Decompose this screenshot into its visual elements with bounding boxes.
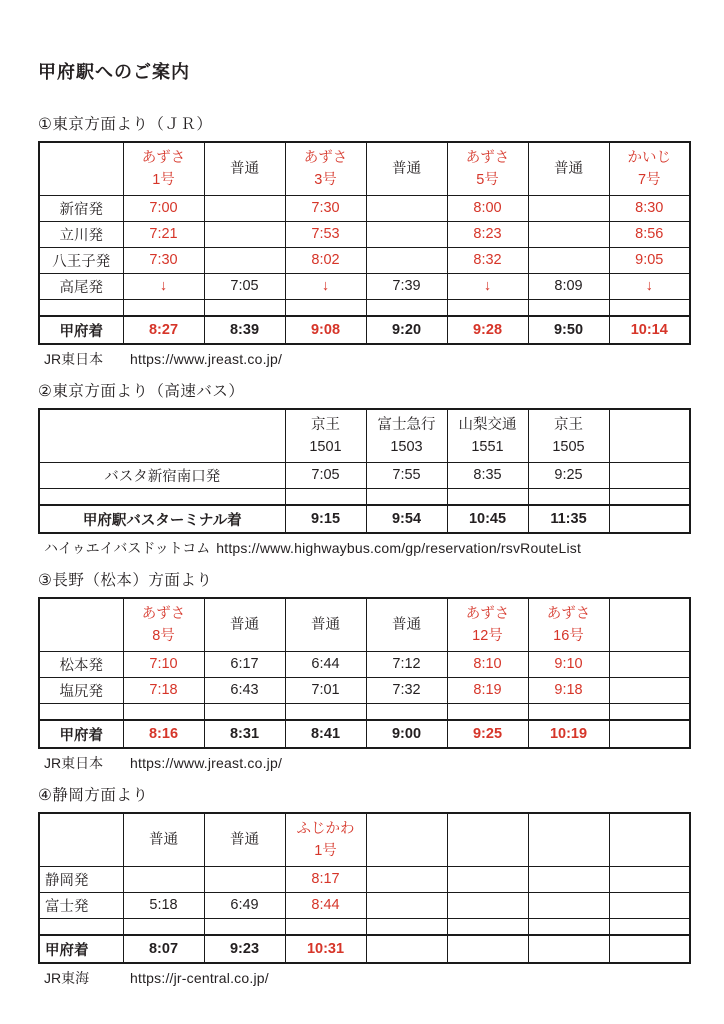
column-header xyxy=(447,409,528,462)
cell xyxy=(528,935,609,963)
cell: 8:31 xyxy=(204,720,285,748)
column-header xyxy=(366,598,447,651)
column-header-line: 1503 xyxy=(390,438,423,455)
cell: 8:30 xyxy=(609,195,690,221)
header-row xyxy=(39,142,690,195)
cell: 10:19 xyxy=(528,720,609,748)
cell: 7:05 xyxy=(285,462,366,488)
cell: 8:00 xyxy=(447,195,528,221)
row-label: 松本発 xyxy=(39,651,123,677)
column-header-line: 12号 xyxy=(472,627,503,644)
table-head xyxy=(39,813,690,866)
cell: 10:31 xyxy=(285,935,366,963)
cell: 6:17 xyxy=(204,651,285,677)
row-label: 塩尻発 xyxy=(39,677,123,703)
column-header-line: 5号 xyxy=(476,171,499,188)
cell xyxy=(528,195,609,221)
corner-cell xyxy=(39,813,123,866)
column-header xyxy=(285,598,366,651)
empty-cell xyxy=(39,488,285,505)
cell: 8:17 xyxy=(285,866,366,892)
cell: 8:07 xyxy=(123,935,204,963)
cell: 8:35 xyxy=(447,462,528,488)
empty-cell xyxy=(366,488,447,505)
spacer-row xyxy=(39,918,690,935)
cell xyxy=(204,221,285,247)
empty-cell xyxy=(285,918,366,935)
cell xyxy=(609,462,690,488)
spacer-row xyxy=(39,703,690,720)
column-header-line: あずさ xyxy=(303,149,348,166)
section-4 xyxy=(38,783,694,988)
column-header xyxy=(609,813,690,866)
cell: 9:25 xyxy=(447,720,528,748)
table-row xyxy=(39,221,690,247)
empty-cell xyxy=(39,703,123,720)
timetable-3 xyxy=(38,597,691,749)
table-head xyxy=(39,598,690,651)
table-row xyxy=(39,273,690,299)
cell: ↓ xyxy=(609,273,690,299)
cell: 7:39 xyxy=(366,273,447,299)
row-label: 静岡発 xyxy=(39,866,123,892)
column-header-line: 普通 xyxy=(311,616,340,633)
cell xyxy=(528,247,609,273)
empty-cell xyxy=(39,299,123,316)
column-header xyxy=(204,598,285,651)
cell: 7:21 xyxy=(123,221,204,247)
header-row xyxy=(39,598,690,651)
column-header xyxy=(366,142,447,195)
cell: 8:23 xyxy=(447,221,528,247)
corner-cell xyxy=(39,142,123,195)
table-row xyxy=(39,462,690,488)
column-header xyxy=(609,409,690,462)
column-header xyxy=(528,142,609,195)
column-header-line: 富士急行 xyxy=(377,416,436,433)
column-header xyxy=(447,142,528,195)
column-header xyxy=(123,598,204,651)
source-name: ハイゥエイバスドットコム xyxy=(44,540,211,556)
column-header-line: 普通 xyxy=(392,160,421,177)
cell xyxy=(528,892,609,918)
cell: 6:43 xyxy=(204,677,285,703)
cell: 7:55 xyxy=(366,462,447,488)
cell xyxy=(366,221,447,247)
column-header-line: 1号 xyxy=(152,171,175,188)
header-row xyxy=(39,409,690,462)
arrival-row xyxy=(39,720,690,748)
column-header-line: あずさ xyxy=(465,149,510,166)
row-label: 甲府駅バスターミナル着 xyxy=(39,505,285,533)
cell xyxy=(609,505,690,533)
cell: 9:50 xyxy=(528,316,609,344)
cell: 7:10 xyxy=(123,651,204,677)
column-header xyxy=(447,598,528,651)
cell: 9:25 xyxy=(528,462,609,488)
empty-cell xyxy=(447,703,528,720)
table-body xyxy=(39,195,690,344)
cell: 9:00 xyxy=(366,720,447,748)
corner-cell xyxy=(39,598,123,651)
column-header-line: 1501 xyxy=(309,438,342,455)
timetable-2 xyxy=(38,408,691,534)
cell xyxy=(366,247,447,273)
empty-cell xyxy=(366,918,447,935)
cell: 7:32 xyxy=(366,677,447,703)
cell: 9:54 xyxy=(366,505,447,533)
source-name: JR東日本 xyxy=(44,351,104,367)
arrival-row xyxy=(39,935,690,963)
column-header-line: 8号 xyxy=(152,627,175,644)
cell xyxy=(366,935,447,963)
cell: 8:02 xyxy=(285,247,366,273)
section-2 xyxy=(38,379,694,558)
cell xyxy=(447,935,528,963)
column-header-line: 普通 xyxy=(230,160,259,177)
empty-cell xyxy=(39,918,123,935)
table-body xyxy=(39,462,690,533)
cell: 7:30 xyxy=(285,195,366,221)
section-1 xyxy=(38,112,694,369)
cell xyxy=(204,866,285,892)
column-header-line: あずさ xyxy=(546,605,591,622)
source-url: https://www.jreast.co.jp/ xyxy=(130,351,283,367)
column-header xyxy=(285,142,366,195)
column-header-line: 1505 xyxy=(552,438,585,455)
cell: 7:12 xyxy=(366,651,447,677)
cell xyxy=(366,195,447,221)
column-header-line: 普通 xyxy=(392,616,421,633)
row-label: 甲府着 xyxy=(39,316,123,344)
column-header xyxy=(285,813,366,866)
spacer-row xyxy=(39,299,690,316)
cell: 10:14 xyxy=(609,316,690,344)
section-heading: ①東京方面より（ＪＲ） xyxy=(38,116,213,133)
cell xyxy=(447,892,528,918)
column-header xyxy=(528,813,609,866)
table-row xyxy=(39,677,690,703)
cell xyxy=(447,866,528,892)
cell: 9:08 xyxy=(285,316,366,344)
cell: 9:28 xyxy=(447,316,528,344)
column-header xyxy=(366,813,447,866)
cell: 7:53 xyxy=(285,221,366,247)
cell: 8:41 xyxy=(285,720,366,748)
cell: 7:18 xyxy=(123,677,204,703)
empty-cell xyxy=(528,299,609,316)
cell xyxy=(204,195,285,221)
empty-cell xyxy=(204,918,285,935)
cell xyxy=(609,935,690,963)
row-label: 八王子発 xyxy=(39,247,123,273)
cell: 8:32 xyxy=(447,247,528,273)
empty-cell xyxy=(528,918,609,935)
empty-cell xyxy=(528,703,609,720)
column-header-line: ふじかわ xyxy=(296,820,355,837)
table-row xyxy=(39,866,690,892)
column-header-line: 京王 xyxy=(311,416,340,433)
cell: 9:15 xyxy=(285,505,366,533)
empty-cell xyxy=(609,703,690,720)
sections-container xyxy=(38,112,694,988)
table-footer xyxy=(38,538,694,558)
empty-cell xyxy=(366,299,447,316)
empty-cell xyxy=(285,488,366,505)
column-header xyxy=(204,142,285,195)
column-header-line: 7号 xyxy=(637,171,661,188)
page-title: 甲府駅へのご案内 xyxy=(38,62,190,82)
column-header xyxy=(447,813,528,866)
empty-cell xyxy=(528,488,609,505)
header-row xyxy=(39,813,690,866)
column-header-line: かいじ xyxy=(627,149,671,166)
cell: 7:01 xyxy=(285,677,366,703)
column-header-line: 山梨交通 xyxy=(458,416,517,433)
source-name: JR東日本 xyxy=(44,755,104,771)
corner-cell xyxy=(39,409,285,462)
column-header xyxy=(204,813,285,866)
cell: 9:20 xyxy=(366,316,447,344)
cell: 8:16 xyxy=(123,720,204,748)
cell xyxy=(609,892,690,918)
cell xyxy=(366,892,447,918)
column-header-line: 1551 xyxy=(471,438,504,455)
cell: 8:19 xyxy=(447,677,528,703)
table-footer xyxy=(38,968,694,988)
column-header-line: 1号 xyxy=(314,842,337,859)
empty-cell xyxy=(285,703,366,720)
cell xyxy=(609,651,690,677)
column-header-line: あずさ xyxy=(141,605,186,622)
cell: 8:09 xyxy=(528,273,609,299)
row-label: 新宿発 xyxy=(39,195,123,221)
empty-cell xyxy=(123,918,204,935)
table-head xyxy=(39,142,690,195)
column-header xyxy=(366,409,447,462)
column-header xyxy=(528,409,609,462)
column-header-line: 普通 xyxy=(230,831,259,848)
timetable-4 xyxy=(38,812,691,964)
column-header xyxy=(123,813,204,866)
cell xyxy=(609,677,690,703)
table-row xyxy=(39,247,690,273)
source-url: https://www.highwaybus.com/gp/reservation/rsvRouteList xyxy=(216,540,582,556)
arrival-row xyxy=(39,316,690,344)
empty-cell xyxy=(123,299,204,316)
row-label: バスタ新宿南口発 xyxy=(39,462,285,488)
table-body xyxy=(39,866,690,963)
table-head xyxy=(39,409,690,462)
cell: ↓ xyxy=(123,273,204,299)
empty-cell xyxy=(447,299,528,316)
column-header xyxy=(285,409,366,462)
row-label: 富士発 xyxy=(39,892,123,918)
cell: 6:44 xyxy=(285,651,366,677)
column-header-line: 普通 xyxy=(149,831,178,848)
empty-cell xyxy=(204,299,285,316)
cell: ↓ xyxy=(285,273,366,299)
cell xyxy=(528,221,609,247)
cell: 8:27 xyxy=(123,316,204,344)
cell xyxy=(528,866,609,892)
cell: 8:56 xyxy=(609,221,690,247)
cell: 11:35 xyxy=(528,505,609,533)
cell: ↓ xyxy=(447,273,528,299)
cell xyxy=(609,720,690,748)
empty-cell xyxy=(204,703,285,720)
cell: 7:00 xyxy=(123,195,204,221)
table-body xyxy=(39,651,690,748)
cell: 7:30 xyxy=(123,247,204,273)
section-heading: ③長野（松本）方面より xyxy=(38,572,213,589)
empty-cell xyxy=(609,918,690,935)
table-footer xyxy=(38,349,694,369)
empty-cell xyxy=(366,703,447,720)
column-header-line: 3号 xyxy=(314,171,337,188)
empty-cell xyxy=(609,488,690,505)
timetable-1 xyxy=(38,141,691,345)
empty-cell xyxy=(285,299,366,316)
cell xyxy=(123,866,204,892)
column-header-line: 普通 xyxy=(230,616,259,633)
cell: 8:39 xyxy=(204,316,285,344)
column-header-line: 普通 xyxy=(554,160,583,177)
section-heading: ④静岡方面より xyxy=(38,787,149,804)
row-label: 甲府着 xyxy=(39,935,123,963)
cell: 9:05 xyxy=(609,247,690,273)
row-label: 高尾発 xyxy=(39,273,123,299)
empty-cell xyxy=(447,918,528,935)
cell: 10:45 xyxy=(447,505,528,533)
cell: 9:23 xyxy=(204,935,285,963)
cell: 5:18 xyxy=(123,892,204,918)
table-row xyxy=(39,892,690,918)
column-header-line: あずさ xyxy=(465,605,510,622)
cell xyxy=(366,866,447,892)
cell: 9:18 xyxy=(528,677,609,703)
arrival-row xyxy=(39,505,690,533)
cell xyxy=(609,866,690,892)
column-header xyxy=(123,142,204,195)
empty-cell xyxy=(609,299,690,316)
column-header xyxy=(609,142,690,195)
cell: 8:44 xyxy=(285,892,366,918)
cell: 8:10 xyxy=(447,651,528,677)
row-label: 立川発 xyxy=(39,221,123,247)
source-url: https://www.jreast.co.jp/ xyxy=(130,755,283,771)
source-url: https://jr-central.co.jp/ xyxy=(130,970,269,986)
empty-cell xyxy=(447,488,528,505)
cell: 9:10 xyxy=(528,651,609,677)
column-header xyxy=(609,598,690,651)
empty-cell xyxy=(123,703,204,720)
cell: 6:49 xyxy=(204,892,285,918)
section-3 xyxy=(38,568,694,773)
column-header-line: 京王 xyxy=(554,416,583,433)
column-header xyxy=(528,598,609,651)
section-heading: ②東京方面より（高速バス） xyxy=(38,383,245,400)
source-name: JR東海 xyxy=(44,970,90,986)
table-footer xyxy=(38,753,694,773)
spacer-row xyxy=(39,488,690,505)
cell xyxy=(204,247,285,273)
cell: 7:05 xyxy=(204,273,285,299)
table-row xyxy=(39,195,690,221)
column-header-line: あずさ xyxy=(141,149,186,166)
row-label: 甲府着 xyxy=(39,720,123,748)
column-header-line: 16号 xyxy=(553,627,584,644)
table-row xyxy=(39,651,690,677)
